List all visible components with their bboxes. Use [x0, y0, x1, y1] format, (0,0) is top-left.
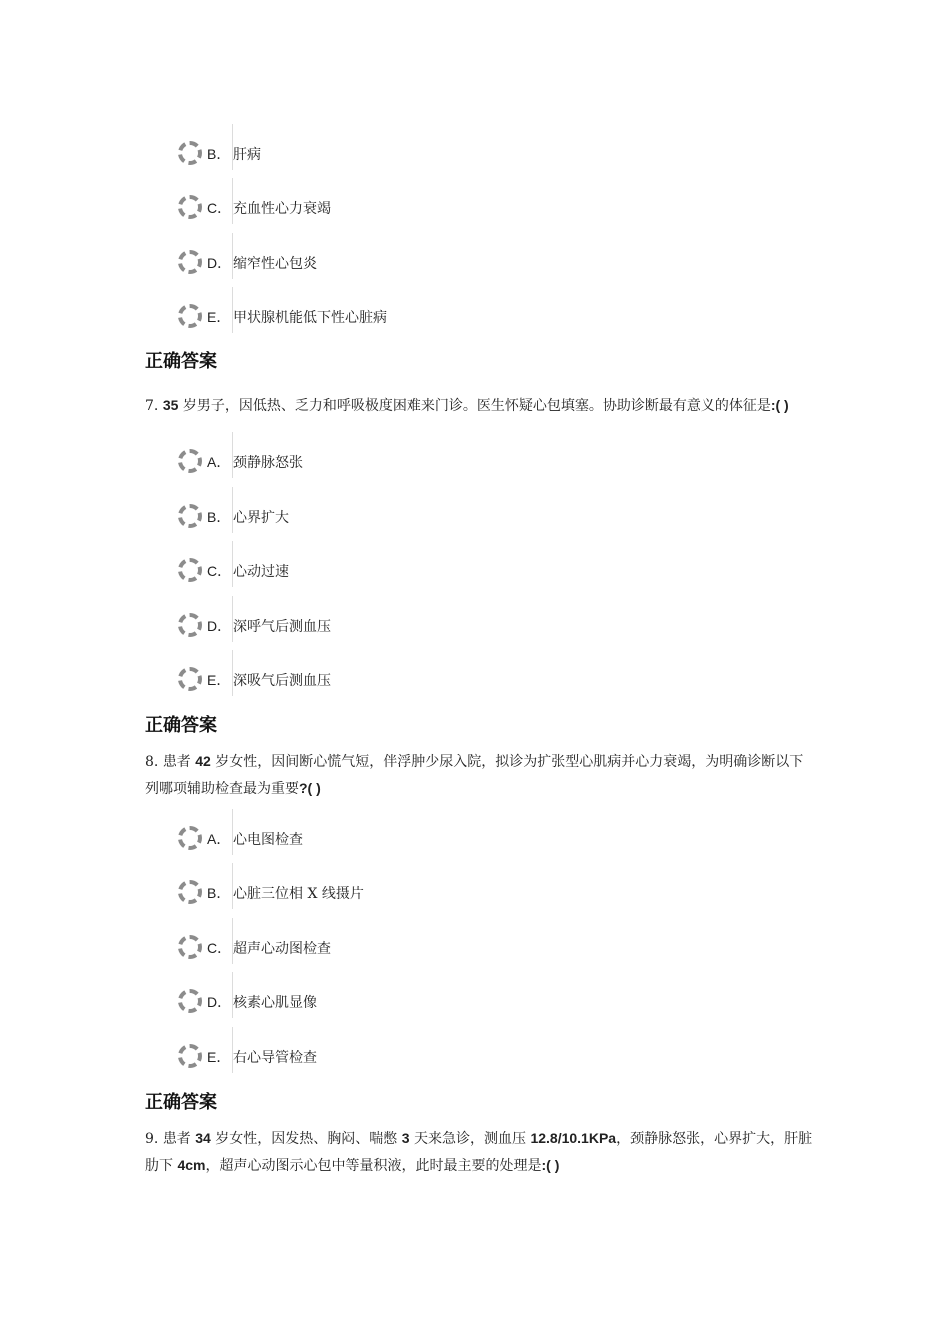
radio-button-icon[interactable]: [178, 449, 202, 473]
question-number: 7.: [145, 398, 159, 414]
option-letter: D．: [207, 618, 232, 634]
question-text: ，颈静脉怒张，心界扩大，肝脏肋下: [145, 1131, 813, 1174]
question-number-value: 35: [162, 397, 179, 413]
question-text: 患者: [162, 1131, 191, 1147]
question-7-stem: [145, 392, 815, 419]
radio-button-icon[interactable]: [178, 613, 202, 637]
option-text: 超声心动图检查: [233, 941, 331, 957]
question-number-value: 42: [195, 753, 211, 769]
question-number: 9.: [145, 1131, 159, 1147]
option-letter: E．: [207, 309, 231, 325]
q6-option-b[interactable]: [178, 134, 578, 170]
option-text: 核素心肌显像: [233, 995, 317, 1011]
answer-blank: :( ): [770, 397, 789, 413]
option-letter: D．: [207, 255, 232, 271]
q7-option-e[interactable]: [178, 660, 578, 696]
question-text: 患者: [162, 754, 191, 770]
option-letter: C．: [207, 563, 232, 579]
q7-option-a[interactable]: [178, 442, 578, 478]
question-text: 岁男子，因低热、乏力和呼吸极度困难来门诊。医生怀疑心包填塞。协助诊断最有意义的体征是: [182, 398, 771, 414]
option-text: 颈静脉怒张: [233, 455, 303, 471]
radio-button-icon[interactable]: [178, 141, 202, 165]
option-text: 充血性心力衰竭: [233, 201, 331, 217]
q8-option-c[interactable]: [178, 928, 578, 964]
q8-option-e[interactable]: [178, 1037, 578, 1073]
option-text: 甲状腺机能低下性心脏病: [233, 310, 387, 326]
radio-button-icon[interactable]: [178, 250, 202, 274]
q6-option-c[interactable]: [178, 188, 578, 224]
q8-option-b[interactable]: [178, 873, 578, 909]
option-letter: E．: [207, 672, 231, 688]
answer-blank: :( ): [541, 1157, 560, 1173]
option-letter: A．: [207, 454, 231, 470]
question-8-stem: [145, 748, 815, 802]
radio-button-icon[interactable]: [178, 826, 202, 850]
q8-option-a[interactable]: [178, 819, 578, 855]
question-number-value: 3: [401, 1130, 410, 1146]
option-letter: D．: [207, 994, 232, 1010]
radio-button-icon[interactable]: [178, 667, 202, 691]
option-letter: C．: [207, 200, 232, 216]
correct-answer-label: 正确答案: [145, 1092, 217, 1113]
option-letter: B．: [207, 885, 231, 901]
q6-option-d[interactable]: [178, 243, 578, 279]
radio-button-icon[interactable]: [178, 558, 202, 582]
question-text: ，超声心动图示心包中等量积液，此时最主要的处理是: [205, 1158, 542, 1174]
radio-button-icon[interactable]: [178, 880, 202, 904]
option-text: 心电图检查: [233, 832, 303, 848]
question-text: 岁女性，因发热、胸闷、喘憋: [215, 1131, 398, 1147]
question-9-stem: [145, 1125, 815, 1179]
option-letter: A．: [207, 831, 231, 847]
question-number-value: 34: [195, 1130, 211, 1146]
radio-button-icon[interactable]: [178, 504, 202, 528]
q7-option-d[interactable]: [178, 606, 578, 642]
option-letter: B．: [207, 146, 231, 162]
question-number-value: 12.8/10.1KPa: [530, 1130, 617, 1146]
correct-answer-label: 正确答案: [145, 351, 217, 372]
q8-option-d[interactable]: [178, 982, 578, 1018]
option-text: 心界扩大: [233, 510, 289, 526]
option-text: 心脏三位相 X 线摄片: [233, 886, 364, 902]
option-text: 心动过速: [233, 564, 289, 580]
radio-button-icon[interactable]: [178, 989, 202, 1013]
radio-button-icon[interactable]: [178, 1044, 202, 1068]
radio-button-icon[interactable]: [178, 195, 202, 219]
option-text: 右心导管检查: [233, 1050, 317, 1066]
answer-blank: ?( ): [299, 780, 321, 796]
option-letter: C．: [207, 940, 232, 956]
option-text: 深呼气后测血压: [233, 619, 331, 635]
question-number: 8.: [145, 754, 159, 770]
correct-answer-label: 正确答案: [145, 715, 217, 736]
option-text: 肝病: [233, 147, 261, 163]
question-text: 岁女性，因间断心慌气短，伴浮肿少尿入院，拟诊为扩张型心肌病并心力衰竭，为明确诊断以下列哪项辅助检查最为重要: [145, 754, 804, 797]
q6-option-e[interactable]: [178, 297, 578, 333]
question-text: 天来急诊，测血压: [414, 1131, 526, 1147]
option-letter: B．: [207, 509, 231, 525]
radio-button-icon[interactable]: [178, 304, 202, 328]
q7-option-c[interactable]: [178, 551, 578, 587]
question-number-value: 4cm: [177, 1157, 206, 1173]
radio-button-icon[interactable]: [178, 935, 202, 959]
q7-option-b[interactable]: [178, 497, 578, 533]
option-text: 缩窄性心包炎: [233, 256, 317, 272]
option-text: 深吸气后测血压: [233, 673, 331, 689]
option-letter: E．: [207, 1049, 231, 1065]
